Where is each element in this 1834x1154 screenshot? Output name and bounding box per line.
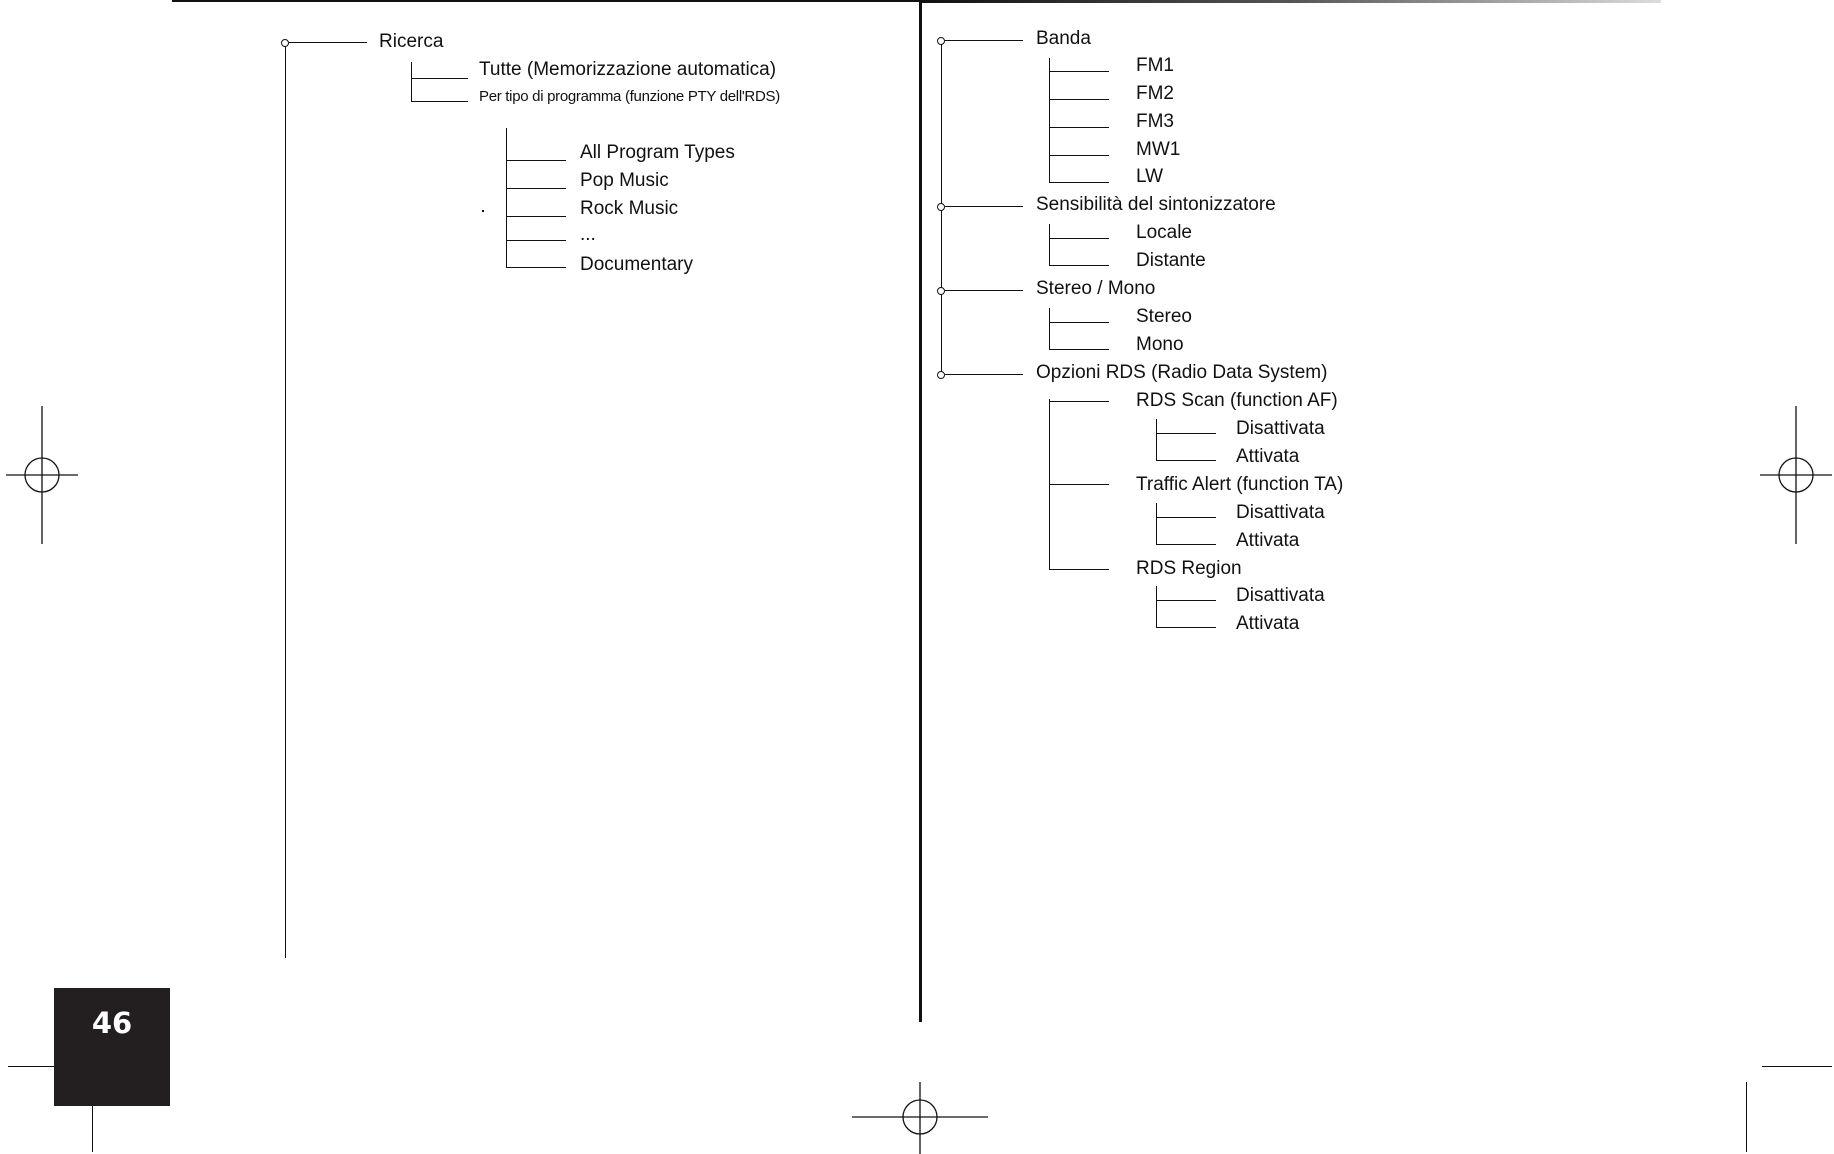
tree-connector	[1049, 71, 1109, 72]
page-number-box	[54, 988, 170, 1106]
tree-connector	[1156, 517, 1216, 518]
tree-connector	[289, 42, 367, 43]
tree-connector	[1156, 627, 1216, 628]
rds-subgroup-scan: RDS Scan (function AF)	[1136, 390, 1338, 411]
rds-region-option: Disattivata	[1236, 585, 1325, 606]
band-option: MW1	[1136, 139, 1181, 160]
tree-node-dot	[937, 203, 945, 211]
tree-connector	[945, 290, 1023, 291]
tree-connector	[506, 160, 566, 161]
tree-connector	[1049, 401, 1109, 402]
tree-connector	[1049, 155, 1109, 156]
tree-node-tutte: Tutte (Memorizzazione automatica)	[479, 59, 777, 80]
tree-connector	[1049, 308, 1050, 350]
crop-mark	[1746, 1082, 1747, 1152]
rds-scan-option: Attivata	[1236, 446, 1300, 467]
traffic-alert-option: Attivata	[1236, 530, 1300, 551]
tree-connector	[1049, 569, 1109, 570]
tree-node-dot	[937, 371, 945, 379]
tree-connector	[945, 206, 1023, 207]
tree-connector	[1156, 460, 1216, 461]
registration-mark-right	[1760, 406, 1832, 544]
band-option: FM3	[1136, 111, 1174, 132]
tree-connector	[1156, 419, 1157, 461]
tree-connector	[1049, 322, 1109, 323]
tree-connector	[1049, 484, 1109, 485]
tree-connector	[945, 40, 1023, 41]
tree-connector	[1049, 182, 1109, 183]
stray-dot	[482, 210, 484, 212]
band-option: LW	[1136, 166, 1164, 187]
tree-connector	[1049, 224, 1050, 266]
sensitivity-option: Distante	[1136, 250, 1206, 271]
tree-connector	[506, 128, 507, 268]
tree-connector	[506, 216, 566, 217]
pty-option: ...	[580, 224, 596, 245]
traffic-alert-option: Disattivata	[1236, 502, 1325, 523]
tree-node-stereo-mono: Stereo / Mono	[1036, 278, 1156, 299]
tree-connector	[1156, 544, 1216, 545]
rds-scan-option: Disattivata	[1236, 418, 1325, 439]
tree-connector	[1049, 265, 1109, 266]
tree-connector	[1156, 600, 1216, 601]
stereo-option: Mono	[1136, 334, 1184, 355]
band-option: FM1	[1136, 55, 1174, 76]
tree-connector	[506, 188, 566, 189]
tree-connector	[411, 101, 468, 102]
tree-connector	[506, 240, 566, 241]
rds-region-option: Attivata	[1236, 613, 1300, 634]
tree-connector	[411, 62, 412, 101]
tree-node-sensibilita: Sensibilità del sintonizzatore	[1036, 194, 1276, 215]
tree-connector	[285, 42, 286, 958]
tree-node-dot	[281, 39, 289, 47]
top-rule-right	[921, 0, 1661, 3]
tree-node-dot	[937, 287, 945, 295]
band-option: FM2	[1136, 83, 1174, 104]
tree-connector	[1049, 349, 1109, 350]
pty-option: Documentary	[580, 254, 693, 275]
registration-mark-left	[6, 406, 78, 544]
tree-node-ricerca: Ricerca	[379, 31, 444, 52]
top-rule-left	[172, 0, 922, 2]
tree-connector	[1156, 503, 1157, 545]
tree-connector	[1156, 433, 1216, 434]
tree-connector	[1049, 127, 1109, 128]
sensitivity-option: Locale	[1136, 222, 1192, 243]
tree-node-banda: Banda	[1036, 28, 1091, 49]
rds-subgroup-traffic: Traffic Alert (function TA)	[1136, 474, 1344, 495]
crop-mark	[1762, 1066, 1832, 1067]
tree-node-dot	[937, 37, 945, 45]
pty-option: Pop Music	[580, 170, 669, 191]
tree-connector	[1156, 586, 1157, 628]
tree-connector	[1049, 238, 1109, 239]
rds-subgroup-region: RDS Region	[1136, 558, 1242, 579]
tree-connector	[411, 78, 468, 79]
tree-connector	[1049, 58, 1050, 182]
tree-connector	[1049, 99, 1109, 100]
registration-mark-bottom	[852, 1082, 988, 1154]
page-number: 46	[91, 1006, 133, 1040]
stereo-option: Stereo	[1136, 306, 1192, 327]
tree-connector	[945, 374, 1023, 375]
page-spine	[919, 0, 922, 1022]
tree-connector	[506, 267, 566, 268]
tree-node-opzioni-rds: Opzioni RDS (Radio Data System)	[1036, 362, 1328, 383]
tree-node-per-tipo: Per tipo di programma (funzione PTY dell'RDS)	[479, 88, 780, 105]
pty-option: Rock Music	[580, 198, 679, 219]
pty-option: All Program Types	[580, 142, 735, 163]
